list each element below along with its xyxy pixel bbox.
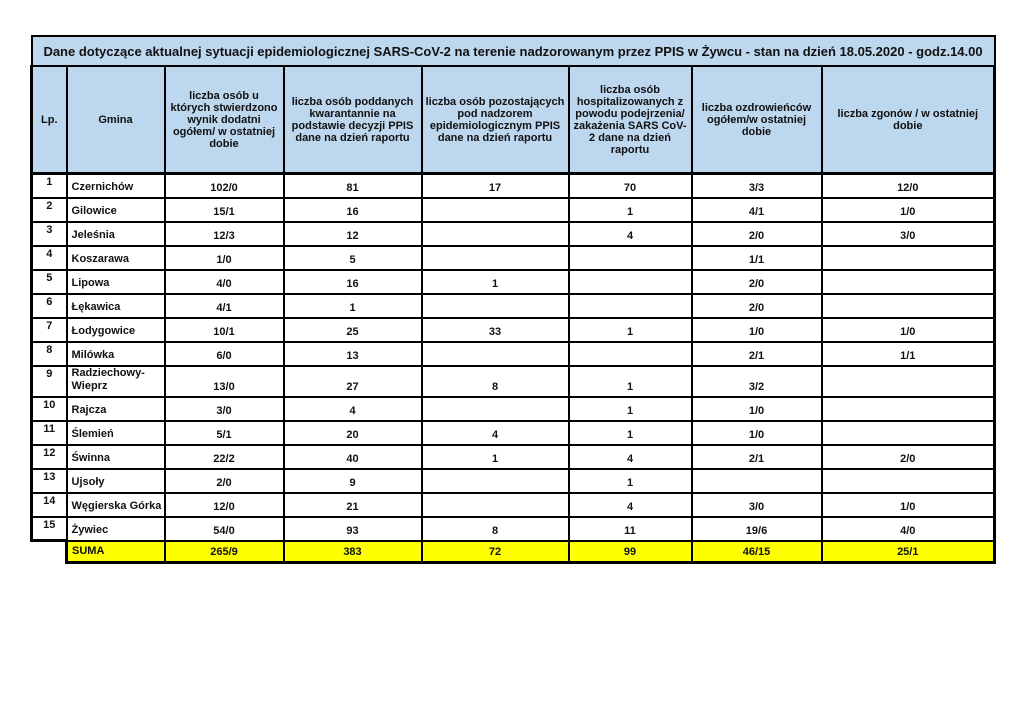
- cell-value-col4: 8: [422, 366, 569, 397]
- cell-value-col6: 4/1: [692, 198, 822, 222]
- row-number: 8: [32, 342, 67, 366]
- cell-value-col7: [822, 397, 995, 421]
- cell-value-col3: 27: [284, 366, 422, 397]
- cell-value-col6: 1/0: [692, 397, 822, 421]
- cell-value-col3: 16: [284, 198, 422, 222]
- cell-value-col6: 2/0: [692, 270, 822, 294]
- cell-value-col3: 5: [284, 246, 422, 270]
- table-row: [32, 342, 995, 366]
- column-header-4: liczba osób pozostających pod nadzorem epidemiologicznym PPIS dane na dzień raportu: [422, 66, 569, 174]
- summary-empty-corner: [32, 541, 67, 563]
- gmina-name: Łękawica: [67, 294, 165, 318]
- cell-value-col6: 2/0: [692, 294, 822, 318]
- cell-value-col6: 3/0: [692, 493, 822, 517]
- row-number: 9: [32, 366, 67, 397]
- cell-value-col4: 8: [422, 517, 569, 541]
- cell-value-col4: 1: [422, 445, 569, 469]
- table-row: [32, 294, 995, 318]
- table-row: [32, 493, 995, 517]
- cell-value-col7: [822, 294, 995, 318]
- column-header-6: liczba ozdrowieńców ogółem/w ostatniej dobie: [692, 66, 822, 174]
- gmina-name: Ślemień: [67, 421, 165, 445]
- column-header-7: liczba zgonów / w ostatniej dobie: [822, 66, 995, 174]
- cell-value-col4: 33: [422, 318, 569, 342]
- cell-value-col7: 4/0: [822, 517, 995, 541]
- table-row: [32, 270, 995, 294]
- summary-value-col3: 383: [284, 541, 422, 563]
- cell-value-col6: 19/6: [692, 517, 822, 541]
- cell-value-col2: 6/0: [165, 342, 284, 366]
- cell-value-col4: [422, 397, 569, 421]
- table-row: [32, 366, 995, 397]
- cell-value-col2: 102/0: [165, 174, 284, 198]
- cell-value-col3: 21: [284, 493, 422, 517]
- table-row: [32, 318, 995, 342]
- cell-value-col2: 4/1: [165, 294, 284, 318]
- cell-value-col6: 3/2: [692, 366, 822, 397]
- summary-value-col7: 25/1: [822, 541, 995, 563]
- cell-value-col5: 4: [569, 445, 692, 469]
- cell-value-col5: 4: [569, 493, 692, 517]
- cell-value-col3: 9: [284, 469, 422, 493]
- cell-value-col5: 1: [569, 366, 692, 397]
- cell-value-col6: 1/1: [692, 246, 822, 270]
- cell-value-col6: [692, 469, 822, 493]
- cell-value-col2: 3/0: [165, 397, 284, 421]
- table-row: [32, 174, 995, 198]
- table-row: [32, 517, 995, 541]
- row-number: 14: [32, 493, 67, 517]
- column-header-5: liczba osób hospitalizowanych z powodu podejrzenia/ zakażenia SARS CoV-2 dane na dzień raportu: [569, 66, 692, 174]
- cell-value-col7: [822, 421, 995, 445]
- cell-value-col4: [422, 469, 569, 493]
- cell-value-col3: 20: [284, 421, 422, 445]
- cell-value-col2: 12/0: [165, 493, 284, 517]
- table-row: [32, 469, 995, 493]
- cell-value-col7: 12/0: [822, 174, 995, 198]
- gmina-name: Milówka: [67, 342, 165, 366]
- cell-value-col4: [422, 222, 569, 246]
- cell-value-col2: 1/0: [165, 246, 284, 270]
- table-row: [32, 198, 995, 222]
- row-number: 12: [32, 445, 67, 469]
- table-row: [32, 421, 995, 445]
- cell-value-col7: [822, 246, 995, 270]
- cell-value-col3: 40: [284, 445, 422, 469]
- row-number: 1: [32, 174, 67, 198]
- cell-value-col4: [422, 198, 569, 222]
- cell-value-col2: 22/2: [165, 445, 284, 469]
- cell-value-col7: [822, 270, 995, 294]
- table-row: [32, 222, 995, 246]
- gmina-name: Ujsoły: [67, 469, 165, 493]
- cell-value-col5: 1: [569, 421, 692, 445]
- report-title: Dane dotyczące aktualnej sytuacji epidemiologicznej SARS-CoV-2 na terenie nadzorowanym przez PPIS w Żywcu - stan na dzień 18.05.2020 - godz.14.00: [32, 36, 995, 66]
- header-row: [32, 66, 995, 174]
- table-body: [32, 174, 995, 563]
- cell-value-col7: 2/0: [822, 445, 995, 469]
- summary-value-col6: 46/15: [692, 541, 822, 563]
- cell-value-col2: 12/3: [165, 222, 284, 246]
- gmina-name: Świnna: [67, 445, 165, 469]
- cell-value-col5: [569, 294, 692, 318]
- cell-value-col4: [422, 294, 569, 318]
- gmina-name: Jeleśnia: [67, 222, 165, 246]
- cell-value-col7: [822, 366, 995, 397]
- cell-value-col4: 17: [422, 174, 569, 198]
- cell-value-col4: [422, 342, 569, 366]
- cell-value-col6: 1/0: [692, 318, 822, 342]
- cell-value-col3: 4: [284, 397, 422, 421]
- cell-value-col6: 2/1: [692, 342, 822, 366]
- row-number: 7: [32, 318, 67, 342]
- row-number: 6: [32, 294, 67, 318]
- cell-value-col4: 4: [422, 421, 569, 445]
- cell-value-col5: [569, 270, 692, 294]
- row-number: 3: [32, 222, 67, 246]
- cell-value-col7: [822, 469, 995, 493]
- cell-value-col3: 81: [284, 174, 422, 198]
- cell-value-col5: [569, 342, 692, 366]
- column-header-0: Lp.: [32, 66, 67, 174]
- cell-value-col7: 1/0: [822, 493, 995, 517]
- table-row: [32, 445, 995, 469]
- cell-value-col2: 4/0: [165, 270, 284, 294]
- cell-value-col5: [569, 246, 692, 270]
- row-number: 11: [32, 421, 67, 445]
- cell-value-col6: 3/3: [692, 174, 822, 198]
- gmina-name: Radziechowy-Wieprz: [67, 366, 165, 397]
- cell-value-col2: 5/1: [165, 421, 284, 445]
- cell-value-col2: 13/0: [165, 366, 284, 397]
- column-header-1: Gmina: [67, 66, 165, 174]
- cell-value-col5: 1: [569, 397, 692, 421]
- row-number: 13: [32, 469, 67, 493]
- summary-value-col4: 72: [422, 541, 569, 563]
- cell-value-col7: 1/0: [822, 318, 995, 342]
- gmina-name: Węgierska Górka: [67, 493, 165, 517]
- column-header-3: liczba osób poddanych kwarantannie na podstawie decyzji PPIS dane na dzień raportu: [284, 66, 422, 174]
- cell-value-col3: 13: [284, 342, 422, 366]
- cell-value-col6: 2/1: [692, 445, 822, 469]
- cell-value-col4: [422, 493, 569, 517]
- table-row: [32, 397, 995, 421]
- summary-value-col5: 99: [569, 541, 692, 563]
- summary-row: [32, 541, 995, 563]
- epidemic-report-table: [30, 35, 996, 564]
- cell-value-col7: 3/0: [822, 222, 995, 246]
- cell-value-col7: 1/0: [822, 198, 995, 222]
- row-number: 2: [32, 198, 67, 222]
- cell-value-col5: 1: [569, 198, 692, 222]
- column-header-2: liczba osób u których stwierdzono wynik dodatni ogółem/ w ostatniej dobie: [165, 66, 284, 174]
- gmina-name: Gilowice: [67, 198, 165, 222]
- gmina-name: Czernichów: [67, 174, 165, 198]
- gmina-name: Żywiec: [67, 517, 165, 541]
- cell-value-col2: 54/0: [165, 517, 284, 541]
- cell-value-col3: 16: [284, 270, 422, 294]
- row-number: 5: [32, 270, 67, 294]
- cell-value-col2: 10/1: [165, 318, 284, 342]
- row-number: 10: [32, 397, 67, 421]
- table-row: [32, 246, 995, 270]
- cell-value-col2: 2/0: [165, 469, 284, 493]
- cell-value-col6: 1/0: [692, 421, 822, 445]
- cell-value-col5: 1: [569, 469, 692, 493]
- row-number: 4: [32, 246, 67, 270]
- cell-value-col3: 25: [284, 318, 422, 342]
- cell-value-col2: 15/1: [165, 198, 284, 222]
- cell-value-col5: 11: [569, 517, 692, 541]
- cell-value-col5: 4: [569, 222, 692, 246]
- cell-value-col7: 1/1: [822, 342, 995, 366]
- gmina-name: Koszarawa: [67, 246, 165, 270]
- summary-label: SUMA: [67, 541, 165, 563]
- gmina-name: Rajcza: [67, 397, 165, 421]
- cell-value-col3: 93: [284, 517, 422, 541]
- cell-value-col4: [422, 246, 569, 270]
- gmina-name: Łodygowice: [67, 318, 165, 342]
- gmina-name: Lipowa: [67, 270, 165, 294]
- cell-value-col5: 70: [569, 174, 692, 198]
- row-number: 15: [32, 517, 67, 541]
- cell-value-col4: 1: [422, 270, 569, 294]
- cell-value-col3: 12: [284, 222, 422, 246]
- summary-value-col2: 265/9: [165, 541, 284, 563]
- title-row: [32, 36, 995, 66]
- cell-value-col5: 1: [569, 318, 692, 342]
- cell-value-col3: 1: [284, 294, 422, 318]
- cell-value-col6: 2/0: [692, 222, 822, 246]
